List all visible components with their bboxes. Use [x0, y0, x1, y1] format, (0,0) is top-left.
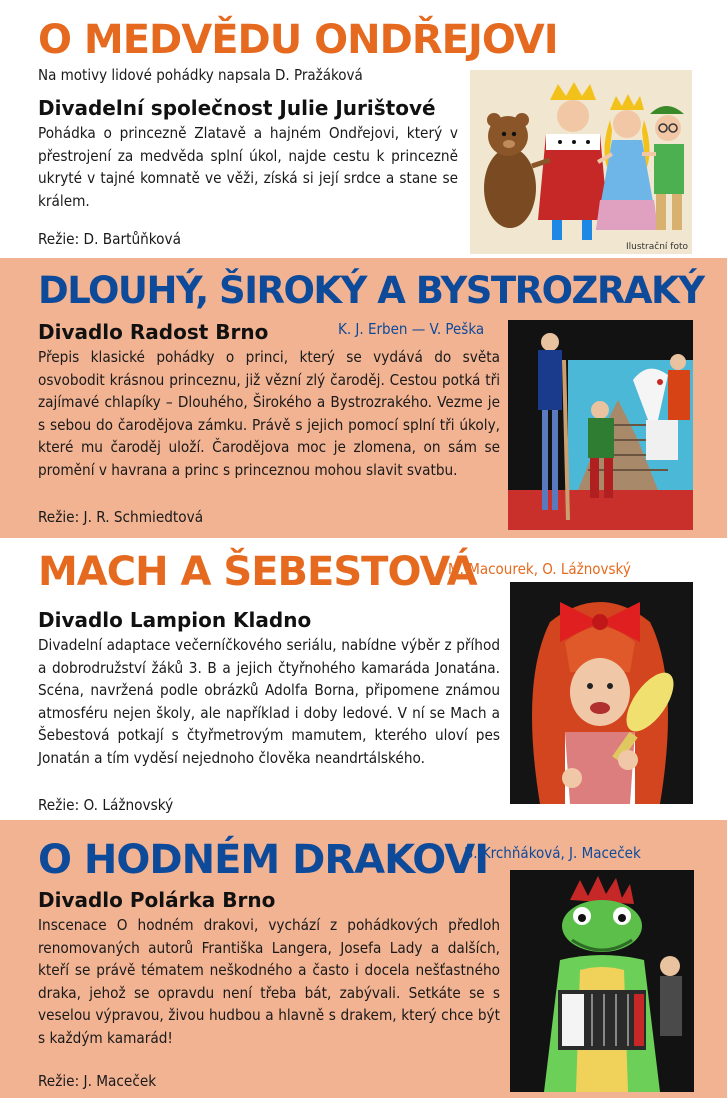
illustration-photo [470, 70, 692, 254]
show-company: Divadlo Lampion Kladno [38, 608, 312, 632]
show-title: MACH A ŠEBESTOVÁ [38, 549, 477, 595]
stage-photo [510, 870, 694, 1092]
photo-caption: Ilustrační foto [625, 242, 688, 252]
show-section-drak [0, 820, 727, 1098]
show-title: O MEDVĚDU ONDŘEJOVI [38, 17, 558, 63]
show-title: O HODNÉM DRAKOVI [38, 837, 489, 883]
show-director: Režie: O. Lážnovský [38, 796, 174, 814]
show-description: Přepis klasické pohádky o princi, který se vydává do světa osvobodit krásnou princeznu, již vězní zlý čaroděj. Cestou potká tři zajímavé chlapíky – Dlouhého, Širokého a Bystrozrakého. Vezme je s sebou do čarodějova zámku. Právě s jejich pomocí splní tři úkoly, které mu čaroděj uloží. Čarodějova moc je zlomena, on sám se promění v havrana a princ s princeznou mohou slavit svatbu. [38, 348, 500, 479]
show-author: K. J. Erben — V. Peška [338, 320, 485, 338]
show-director: Režie: J. R. Schmiedtová [38, 508, 204, 526]
show-section-medved [0, 0, 727, 258]
show-description: Inscenace O hodném drakovi, vychází z pohádkových předloh renomovaných autorů Františka Langera, Josefa Lady a dalších, kteří se právě tématem neškodného a často i docela nešťastného draka, jehož se opravdu není třeba bát, zabývali. Setkáte se s veselou výpravou, živou hudbou a hlavně s drakem, který chce být s každým kamarád! [38, 916, 500, 1047]
show-description: Divadelní adaptace večerníčkového seriálu, nabídne výběr z příhod a dobrodružství žáků 3. B a jejich čtyřnohého kamaráda Jonatána. Scéna, navržená podle obrázků Adolfa Borna, připomene známou atmosféru nejen školy, ale například i doby ledové. V ní se Mach a Šebestová potkají s čtyřmetrovým mamutem, kterého uloví pes Jonatán a tím vyděsí nejednoho člověka neandrtálského. [38, 636, 500, 767]
stage-photo [508, 320, 693, 530]
show-author: M. Macourek, O. Lážnovský [448, 560, 631, 578]
show-title: DLOUHÝ, ŠIROKÝ A BYSTROZRAKÝ [38, 269, 704, 312]
show-description: Pohádka o princezně Zlatavě a hajném Ondřejovi, který v přestrojení za medvěda splní úkol, najde cestu k princezně ukryté v tajné komnatě ve věži, získá si její srdce a stane se králem. [38, 124, 458, 210]
show-company: Divadelní společnost Julie Jurištové [38, 96, 436, 120]
show-director: Režie: J. Maceček [38, 1072, 157, 1090]
show-author: Na motivy lidové pohádky napsala D. Pražáková [38, 66, 363, 84]
show-director: Režie: D. Bartůňková [38, 230, 181, 248]
show-company: Divadlo Radost Brno [38, 320, 269, 344]
stage-photo [510, 582, 693, 804]
show-author: B. Krchňáková, J. Maceček [464, 844, 641, 862]
show-section-dlouhy [0, 258, 727, 538]
show-company: Divadlo Polárka Brno [38, 888, 276, 912]
show-section-mach [0, 538, 727, 820]
